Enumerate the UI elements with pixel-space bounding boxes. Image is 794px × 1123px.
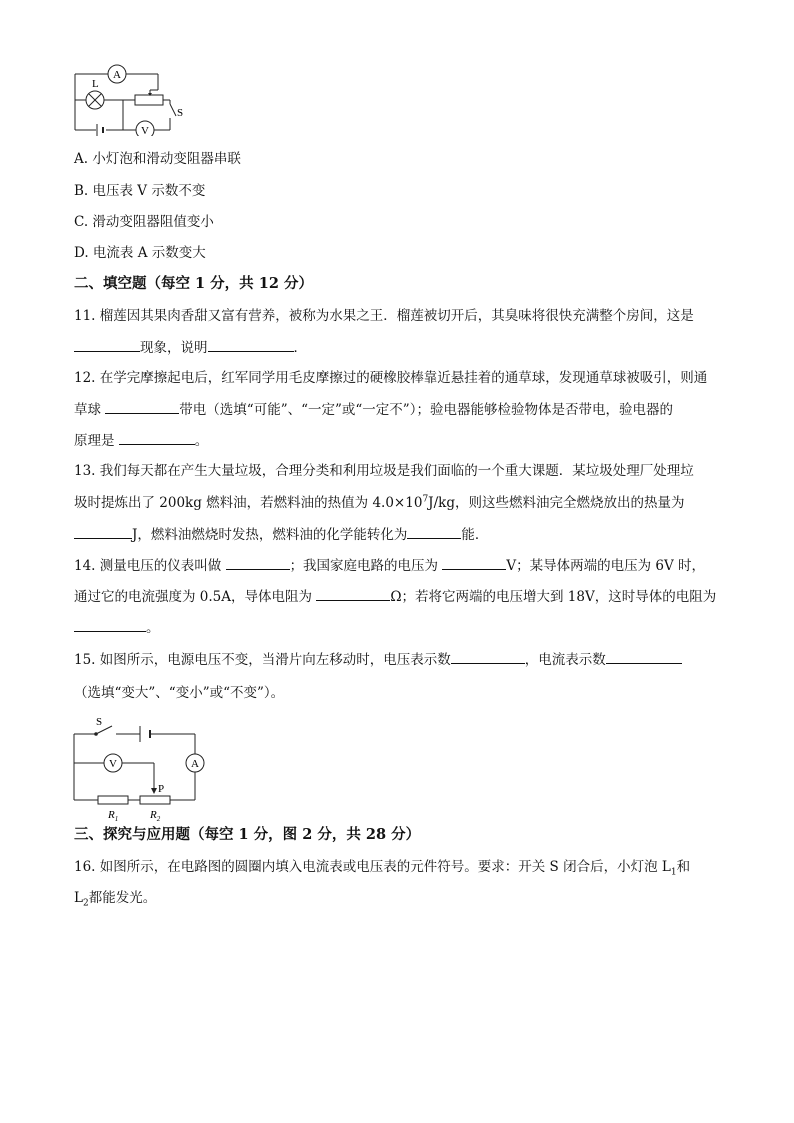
q13-line-2 <box>74 493 684 513</box>
voltmeter-label: V <box>109 758 117 770</box>
answer-blank[interactable] <box>451 649 525 664</box>
q12-line-3 <box>74 430 208 451</box>
answer-blank[interactable] <box>226 555 290 570</box>
answer-blank[interactable] <box>74 337 140 352</box>
r2-label: $R_2$ <box>150 809 161 823</box>
slider-label: P <box>158 783 165 795</box>
answer-blank[interactable] <box>442 555 506 570</box>
q11-mid: 现象，说明 <box>140 340 208 356</box>
circuit-diagram-1 <box>70 60 200 136</box>
q12-line-2-end: 带电（选填“可能”、“一定”或“一定不”）；验电器能够检验物体是否带电，验电器的 <box>179 402 673 418</box>
ammeter-label: A <box>113 69 121 81</box>
answer-blank[interactable] <box>119 430 195 445</box>
section-3-title: 三、探究与应用题（每空 1 分，图 2 分，共 28 分） <box>74 826 421 843</box>
q16-sub-2: 2 <box>82 898 89 909</box>
q14-line-1-start: 14. 测量电压的仪表叫做 <box>74 558 222 574</box>
q13-line-2-end: J/kg，则这些燃料油完全燃烧放出的热量为 <box>428 495 685 511</box>
switch-label: S <box>96 716 103 728</box>
option-d: D. 电流表 A 示数变大 <box>74 245 206 261</box>
option-c: C. 滑动变阻器阻值变小 <box>74 214 214 230</box>
lamp-label: L <box>92 78 99 90</box>
q12-line-2-start: 草球 <box>74 402 101 418</box>
circuit-diagram-2 <box>68 712 208 824</box>
answer-blank[interactable] <box>74 617 146 632</box>
answer-blank[interactable] <box>105 399 179 414</box>
q14-line-3-end: 。 <box>146 620 160 636</box>
q13-line-3-mid: J，燃料油燃烧时发热，燃料油的化学能转化为 <box>132 527 408 543</box>
voltmeter-label: V <box>141 125 149 136</box>
q15-line-1 <box>74 649 682 670</box>
q13-line-3 <box>74 524 488 545</box>
q12-line-3-start: 原理是 <box>74 433 115 449</box>
q16-line-1-end: 和 <box>676 859 691 875</box>
q12-line-2 <box>74 399 673 420</box>
q14-line-2-start: 通过它的电流强度为 0.5A，导体电阻为 <box>74 589 313 605</box>
switch-label: S <box>177 107 184 119</box>
q14-line-2 <box>74 586 716 607</box>
q13-line-2-start: 圾时提炼出了 200kg 燃料油，若燃料油的热值为 4.0×10 <box>74 495 423 511</box>
answer-blank[interactable] <box>74 524 132 539</box>
answer-blank[interactable] <box>407 524 461 539</box>
q16-line-2-end: 都能发光。 <box>88 890 157 906</box>
q13-line-1: 13. 我们每天都在产生大量垃圾，合理分类和利用垃圾是我们面临的一个重大课题．某垃圾处理厂处理垃 <box>74 463 694 479</box>
answer-blank[interactable] <box>316 586 390 601</box>
q16-line-1 <box>74 857 690 877</box>
q16-line-2 <box>74 888 156 908</box>
q14-line-1-end: V；某导体两端的电压为 6V 时， <box>506 558 706 574</box>
q14-line-1-mid: ；我国家庭电路的电压为 <box>289 558 439 574</box>
q14-line-1 <box>74 555 705 576</box>
ammeter-label: A <box>191 758 199 770</box>
option-a: A. 小灯泡和滑动变阻器串联 <box>74 151 241 167</box>
answer-blank[interactable] <box>606 649 682 664</box>
q11-line-2 <box>74 337 307 358</box>
q16-sub-1: 1 <box>670 867 677 878</box>
q12-line-3-end: 。 <box>194 433 209 449</box>
q11-end: ． <box>293 340 307 356</box>
answer-blank[interactable] <box>208 337 294 352</box>
q14-line-2-end: Ω；若将它两端的电压增大到 18V，这时导体的电阻为 <box>390 589 717 605</box>
option-b: B. 电压表 V 示数不变 <box>74 183 206 199</box>
q16-line-1-start: 16. 如图所示，在电路图的圆圈内填入电流表或电压表的元件符号。要求：开关 S 闭合后，小灯泡 L <box>74 859 671 875</box>
q15-line-1-start: 15. 如图所示，电源电压不变，当滑片向左移动时，电压表示数 <box>74 652 451 668</box>
r1-label: $R_1$ <box>108 809 119 823</box>
q15-line-2: （选填“变大”、“变小”或“不变”）。 <box>74 685 285 701</box>
q13-exponent: 7 <box>422 494 429 505</box>
q14-line-3 <box>74 617 160 638</box>
q16-line-2-start: L <box>74 890 83 906</box>
q15-line-1-mid: ，电流表示数 <box>524 652 606 668</box>
q13-line-3-end: 能． <box>461 527 489 543</box>
q12-line-1: 12. 在学完摩擦起电后，红军同学用毛皮摩擦过的硬橡胶棒靠近悬挂着的通草球，发现通草球被吸引，则通 <box>74 370 708 386</box>
section-2-title: 二、填空题（每空 1 分，共 12 分） <box>74 275 313 292</box>
q11-line-1: 11. 榴莲因其果肉香甜又富有营养，被称为水果之王．榴莲被切开后，其臭味将很快充满整个房间，这是 <box>74 308 694 324</box>
